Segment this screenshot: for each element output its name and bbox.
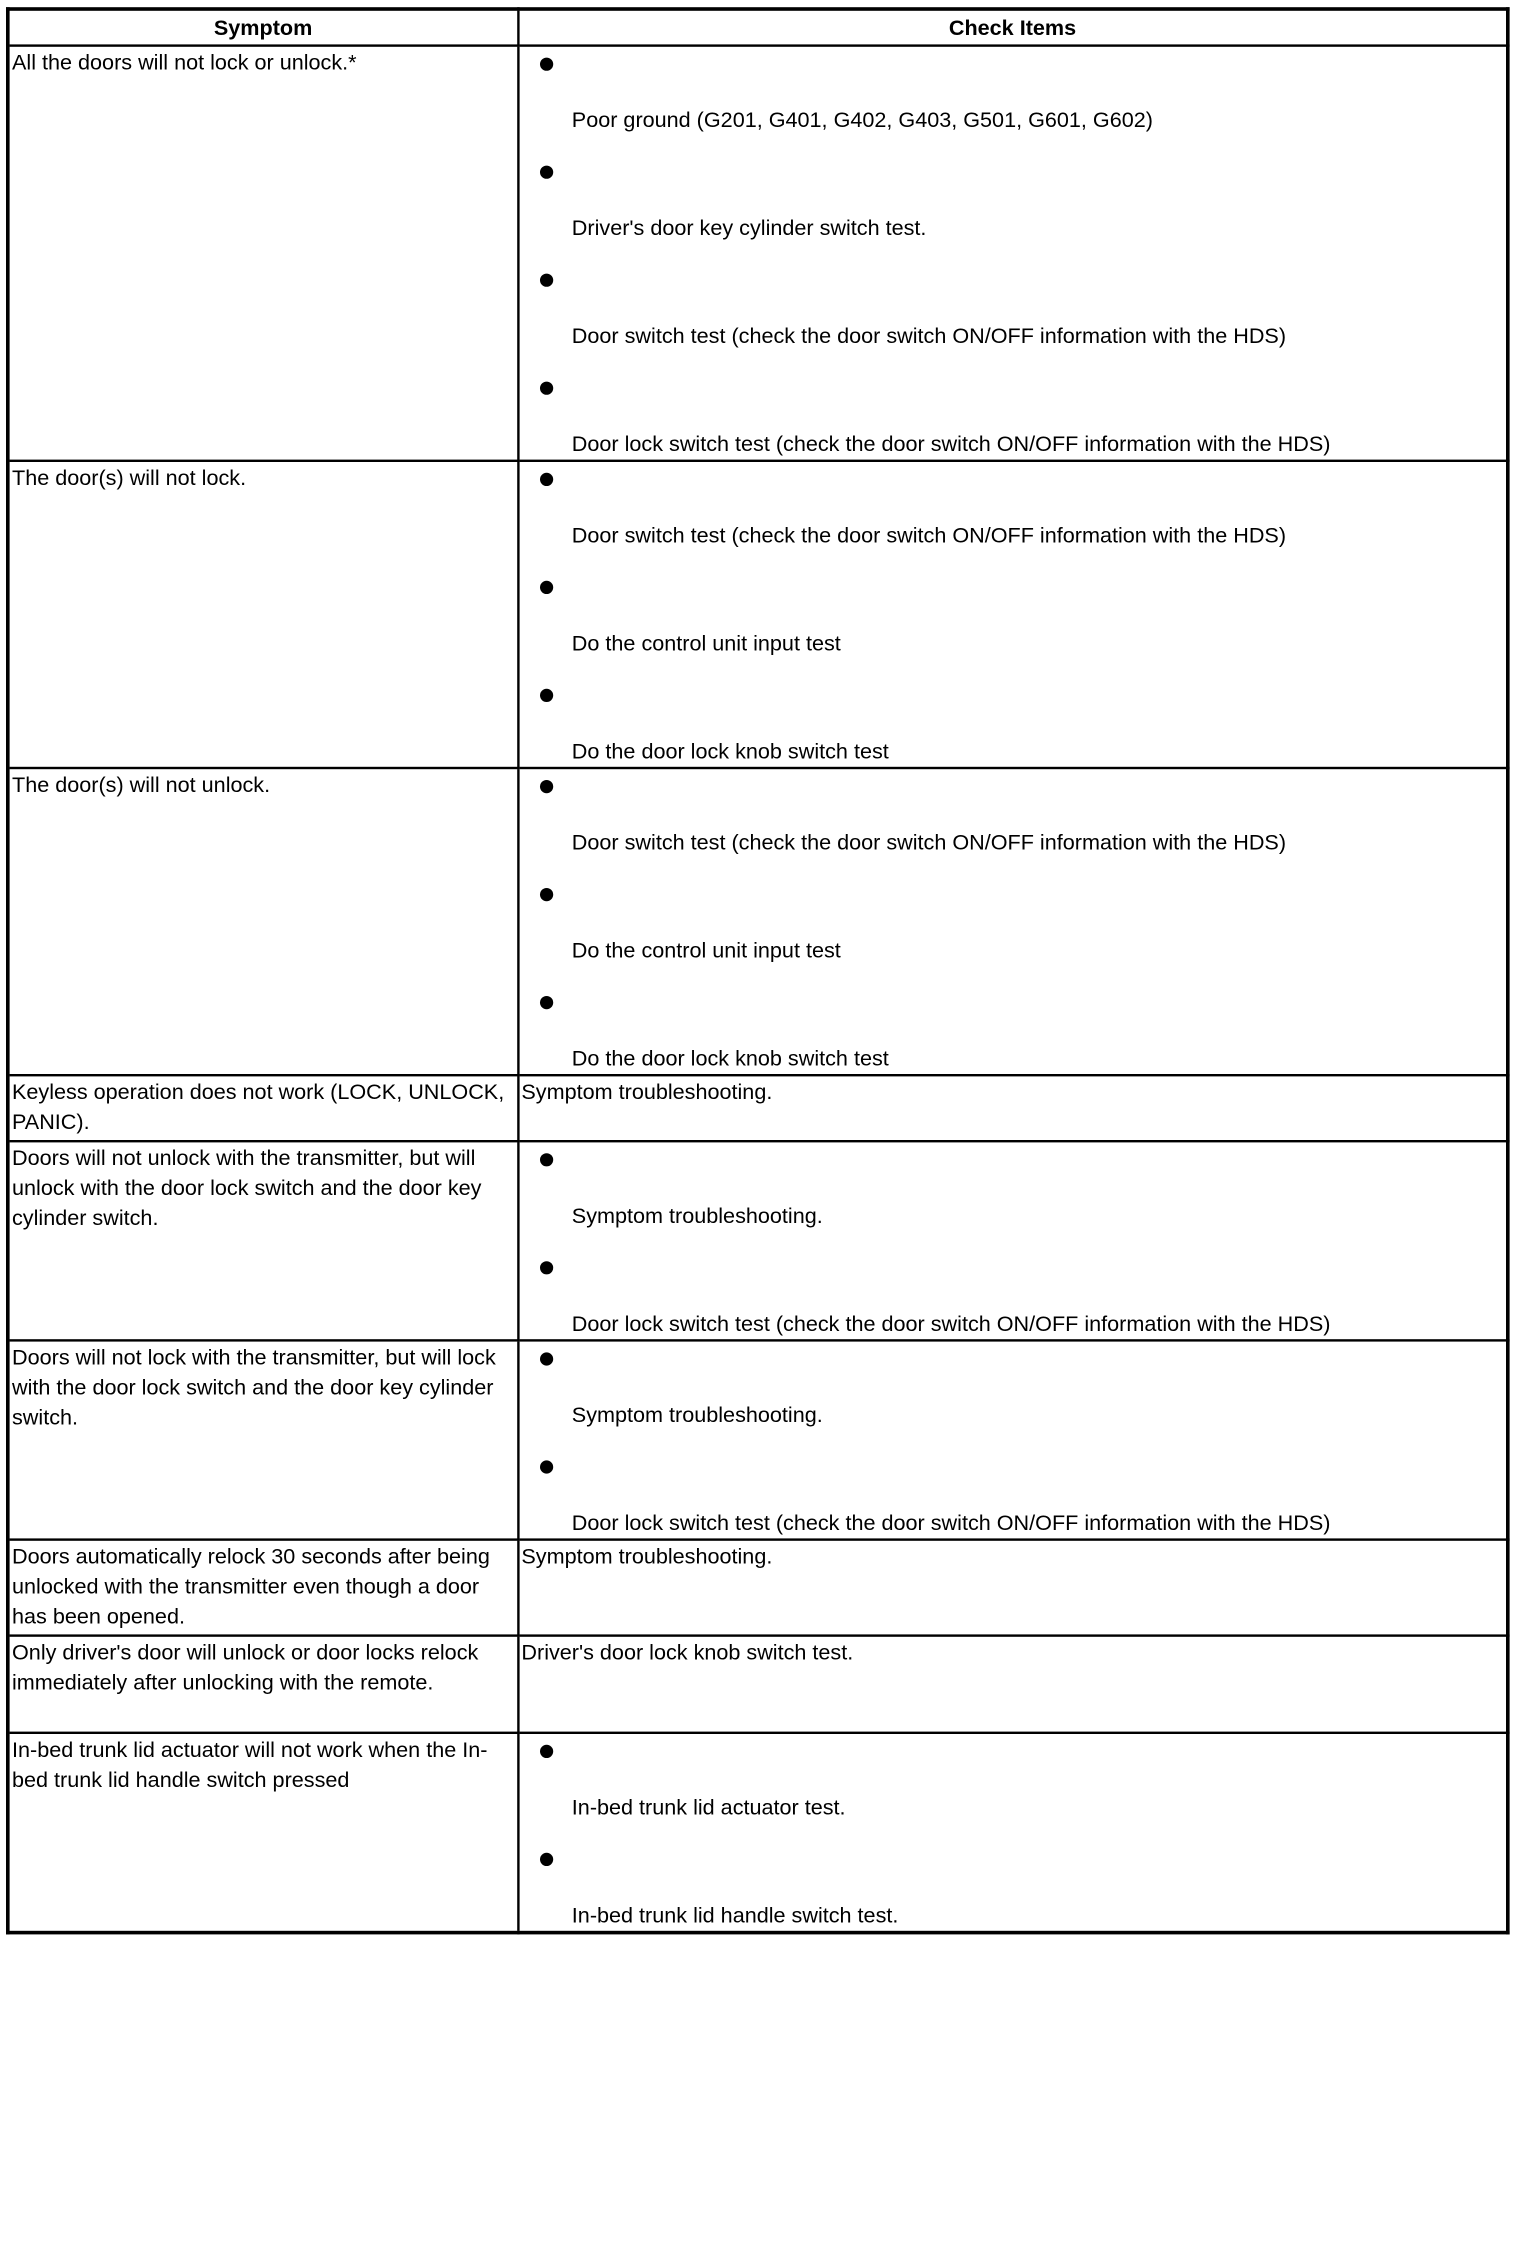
check-item-text: In-bed trunk lid actuator test. [571, 1795, 846, 1820]
check-items-cell [518, 1733, 1508, 1933]
list-item [519, 888, 1506, 966]
check-item-text: Driver's door key cylinder switch test. [571, 216, 927, 241]
table-row [8, 1340, 1508, 1539]
check-item-text: Door switch test (check the door switch ON/OFF information with the HDS) [571, 324, 1287, 348]
symptom-cell: Keyless operation does not work (LOCK, UNLOCK, PANIC). [8, 1075, 518, 1141]
list-item [519, 1352, 1506, 1430]
check-item-text: Door lock switch test (check the door switch ON/OFF information with the HDS) [571, 1510, 1331, 1535]
table-row [8, 46, 1508, 461]
symptom-cell: Only driver's door will unlock or door locks relock immediately after unlocking with the remote. [8, 1636, 518, 1733]
table-row [8, 1540, 1508, 1636]
list-item [519, 166, 1506, 244]
bullet-icon [539, 1745, 552, 1758]
bullet-icon [539, 382, 552, 395]
bullet-icon [539, 166, 552, 179]
list-item [519, 58, 1506, 136]
bullet-icon [539, 1853, 552, 1866]
list-item [519, 1853, 1506, 1931]
symptom-cell: Doors automatically relock 30 seconds after being unlocked with the transmitter even though a door has been opened. [8, 1540, 518, 1636]
table-row [8, 1141, 1508, 1340]
check-item-text: Door switch test (check the door switch ON/OFF information with the HDS) [571, 523, 1287, 548]
table-row [8, 1075, 1508, 1141]
bullet-icon [539, 1153, 552, 1166]
symptom-cell: Doors will not lock with the transmitter, but will lock with the door lock switch and the door key cylinder switch. [8, 1340, 518, 1539]
check-items-cell: Symptom troubleshooting. [518, 1075, 1508, 1141]
check-item-text: Do the control unit input test [571, 631, 841, 656]
symptom-cell: All the doors will not lock or unlock.* [8, 46, 518, 461]
check-item-text: Door lock switch test (check the door switch ON/OFF information with the HDS) [571, 432, 1331, 457]
check-items-cell [518, 1141, 1508, 1340]
list-item [519, 1153, 1506, 1231]
check-item-text: Do the control unit input test [571, 938, 841, 963]
bullet-icon [539, 473, 552, 486]
check-item-text: Symptom troubleshooting. [571, 1402, 823, 1427]
table-row [8, 768, 1508, 1075]
table-row [8, 461, 1508, 768]
symptom-cell: Doors will not unlock with the transmitter, but will unlock with the door lock switch and the door key cylinder switch. [8, 1141, 518, 1340]
bullet-icon [539, 996, 552, 1009]
check-items-cell [518, 461, 1508, 768]
list-item [519, 1745, 1506, 1823]
list-item [519, 473, 1506, 551]
list-item [519, 382, 1506, 460]
list-item [519, 1460, 1506, 1538]
check-items-cell [518, 1340, 1508, 1539]
check-item-text: Do the door lock knob switch test [571, 1046, 889, 1071]
list-item [519, 996, 1506, 1074]
bullet-icon [539, 581, 552, 594]
check-item-text: Symptom troubleshooting. [571, 1203, 823, 1228]
check-item-text: Do the door lock knob switch test [571, 739, 889, 764]
bullet-icon [539, 888, 552, 901]
list-item [519, 581, 1506, 659]
symptom-cell: The door(s) will not unlock. [8, 768, 518, 1075]
bullet-icon [539, 1460, 552, 1473]
symptom-header: Symptom [8, 9, 518, 46]
bullet-icon [539, 689, 552, 702]
symptom-cell: The door(s) will not lock. [8, 461, 518, 768]
list-item [519, 1261, 1506, 1339]
bullet-icon [539, 1261, 552, 1274]
check-items-cell [518, 768, 1508, 1075]
check-item-text: Poor ground (G201, G401, G402, G403, G501, G601, G602) [571, 108, 1153, 132]
table-row [8, 1733, 1508, 1933]
check-items-header: Check Items [518, 9, 1508, 46]
bullet-icon [539, 1352, 552, 1365]
check-items-cell [518, 46, 1508, 461]
check-item-text: In-bed trunk lid handle switch test. [571, 1903, 899, 1928]
table-row [8, 1636, 1508, 1733]
list-item [519, 780, 1506, 858]
bullet-icon [539, 58, 552, 71]
bullet-icon [539, 780, 552, 793]
check-items-cell: Driver's door lock knob switch test. [518, 1636, 1508, 1733]
list-item [519, 274, 1506, 352]
check-item-text: Door lock switch test (check the door switch ON/OFF information with the HDS) [571, 1311, 1331, 1336]
check-item-text: Door switch test (check the door switch ON/OFF information with the HDS) [571, 830, 1287, 855]
list-item [519, 689, 1506, 767]
symptom-cell: In-bed trunk lid actuator will not work when the In-bed trunk lid handle switch pressed [8, 1733, 518, 1933]
bullet-icon [539, 274, 552, 287]
troubleshooting-table [6, 7, 1510, 1934]
check-items-cell: Symptom troubleshooting. [518, 1540, 1508, 1636]
header-row [8, 9, 1508, 46]
